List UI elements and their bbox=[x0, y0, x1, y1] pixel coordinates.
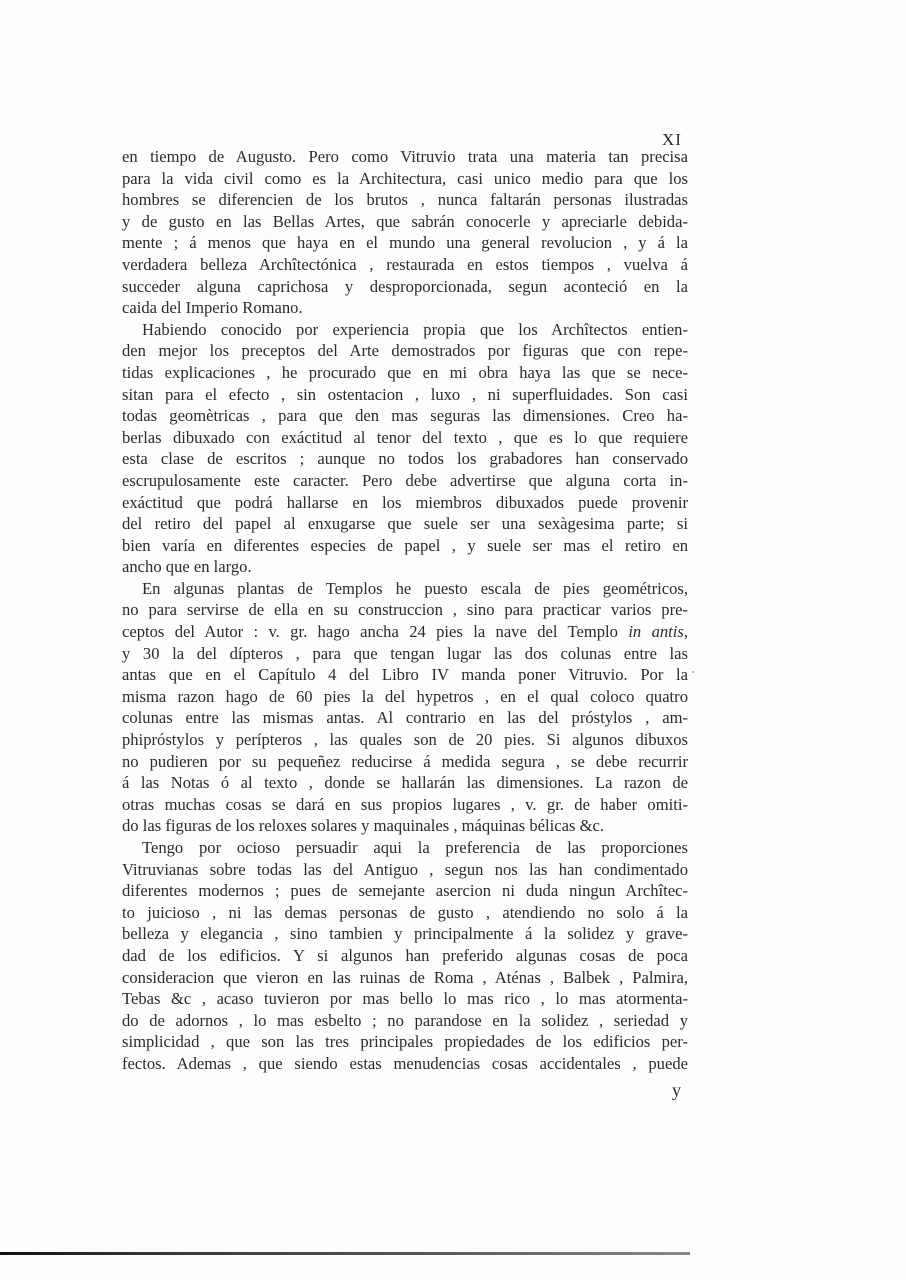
text-line: Tebas &c , acaso tuvieron por mas bello lo mas rico , lo mas atormenta- bbox=[122, 989, 688, 1009]
paragraph bbox=[122, 837, 688, 1075]
text-line: y 30 la del dípteros , para que tengan lugar las dos colunas entre las bbox=[122, 643, 688, 663]
text-line: verdadera belleza Archîtectónica , restaurada en estos tiempos , vuelva á bbox=[122, 254, 688, 274]
catchword: y bbox=[672, 1080, 681, 1100]
italic-term: in antis bbox=[628, 622, 684, 642]
text-line: to juicioso , ni las demas personas de gusto , atendiendo no solo á la bbox=[122, 902, 688, 922]
text-line: otras muchas cosas se dará en sus propios lugares , v. gr. de haber omiti- bbox=[122, 794, 688, 814]
text-line: diferentes modernos ; pues de semejante asercion ni duda ningun Archîtec- bbox=[122, 881, 688, 901]
text-line: hombres se diferencien de los brutos , nunca faltarán personas ilustradas bbox=[122, 190, 688, 210]
paragraph bbox=[122, 146, 688, 319]
text-line: dad de los edificios. Y si algunos han preferido algunas cosas de poca bbox=[122, 945, 688, 965]
text-line: y de gusto en las Bellas Artes, que sabrán conocerle y apreciarle debida- bbox=[122, 211, 688, 231]
text-line: succeder alguna caprichosa y desproporcionada, segun aconteció en la bbox=[122, 276, 688, 296]
page-number: XI bbox=[662, 130, 682, 149]
text-line: fectos. Ademas , que siendo estas menudencias cosas accidentales , puede bbox=[122, 1053, 688, 1073]
text-line: exáctitud que podrá hallarse en los miembros dibuxados puede provenir bbox=[122, 492, 688, 512]
text-line: no pudieren por su pequeñez reducirse á medida segura , se debe recurrir bbox=[122, 751, 688, 771]
text-line: En algunas plantas de Templos he puesto escala de pies geométricos, bbox=[142, 578, 688, 598]
text-line: mente ; á menos que haya en el mundo una general revolucion , y á la bbox=[122, 233, 688, 253]
text-line: Vitruvianas sobre todas las del Antiguo , segun nos las han condimentado bbox=[122, 859, 688, 879]
text-line: tidas explicaciones , he procurado que en mi obra haya las que se nece- bbox=[122, 362, 688, 382]
text-line: á las Notas ó al texto , donde se hallarán las dimensiones. La razon de bbox=[122, 773, 688, 793]
text-line: Tengo por ocioso persuadir aqui la preferencia de las proporciones bbox=[142, 838, 688, 857]
text-line: escrupulosamente este caracter. Pero debe advertirse que alguna corta in- bbox=[122, 470, 688, 490]
text-line: para la vida civil como es la Architectura, casi unico medio para que los bbox=[122, 168, 688, 188]
text-line: do las figuras de los reloxes solares y maquinales , máquinas bélicas &c. bbox=[122, 816, 605, 836]
text-line: berlas dibuxado con exáctitud al tenor del texto , que es lo que requiere bbox=[122, 427, 688, 447]
text-line: Habiendo conocido por experiencia propia que los Archîtectos entien- bbox=[142, 319, 688, 339]
paragraph bbox=[122, 319, 688, 578]
text-line: sitan para el efecto , sin ostentacion , luxo , ni superfluidades. Son casi bbox=[122, 384, 688, 404]
text-line: bien varía en diferentes especies de papel , y suele ser mas el retiro en bbox=[122, 535, 688, 555]
paragraph bbox=[122, 578, 688, 837]
text-line: simplicidad , que son las tres principales propiedades de los edificios per- bbox=[122, 1032, 688, 1052]
text-line: no para servirse de ella en su construccion , sino para practicar varios pre- bbox=[122, 600, 688, 620]
page-edge-shadow bbox=[0, 1252, 690, 1255]
text-line: esta clase de escritos ; aunque no todos los grabadores han conservado bbox=[122, 449, 688, 469]
text-line bbox=[122, 621, 688, 643]
text-segment: , bbox=[683, 622, 688, 642]
text-line: antas que en el Capítulo 4 del Libro IV manda poner Vitruvio. Por la bbox=[122, 665, 688, 685]
text-line: misma razon hago de 60 pies la del hypetros , en el qual coloco quatro bbox=[122, 686, 688, 706]
text-line: do de adornos , lo mas esbelto ; no parandose en la solidez , seriedad y bbox=[122, 1010, 688, 1030]
text-line: en tiempo de Augusto. Pero como Vitruvio trata una materia tan precisa bbox=[122, 147, 688, 166]
text-line: colunas entre las mismas antas. Al contrario en las del próstylos , am- bbox=[122, 708, 688, 728]
text-line: caida del Imperio Romano. bbox=[122, 298, 303, 318]
body-text bbox=[122, 146, 688, 1075]
text-line: ancho que en largo. bbox=[122, 557, 252, 577]
text-line: den mejor los preceptos del Arte demostrados por figuras que con repe- bbox=[122, 341, 688, 361]
scan-speck bbox=[692, 671, 694, 673]
text-line: phipróstylos y perípteros , las quales son de 20 pies. Si algunos dibuxos bbox=[122, 730, 688, 750]
text-line: consideracion que vieron en las ruinas de Roma , Aténas , Balbek , Palmira, bbox=[122, 967, 688, 987]
text-segment: ceptos del Autor : v. gr. hago ancha 24 pies la nave del Templo bbox=[122, 622, 629, 642]
text-line: del retiro del papel al enxugarse que suele ser una sexàgesima parte; si bbox=[122, 514, 688, 534]
text-line: belleza y elegancia , sino tambien y principalmente á la solidez y grave- bbox=[122, 924, 688, 944]
text-line: todas geomètricas , para que den mas seguras las dimensiones. Creo ha- bbox=[122, 406, 688, 426]
